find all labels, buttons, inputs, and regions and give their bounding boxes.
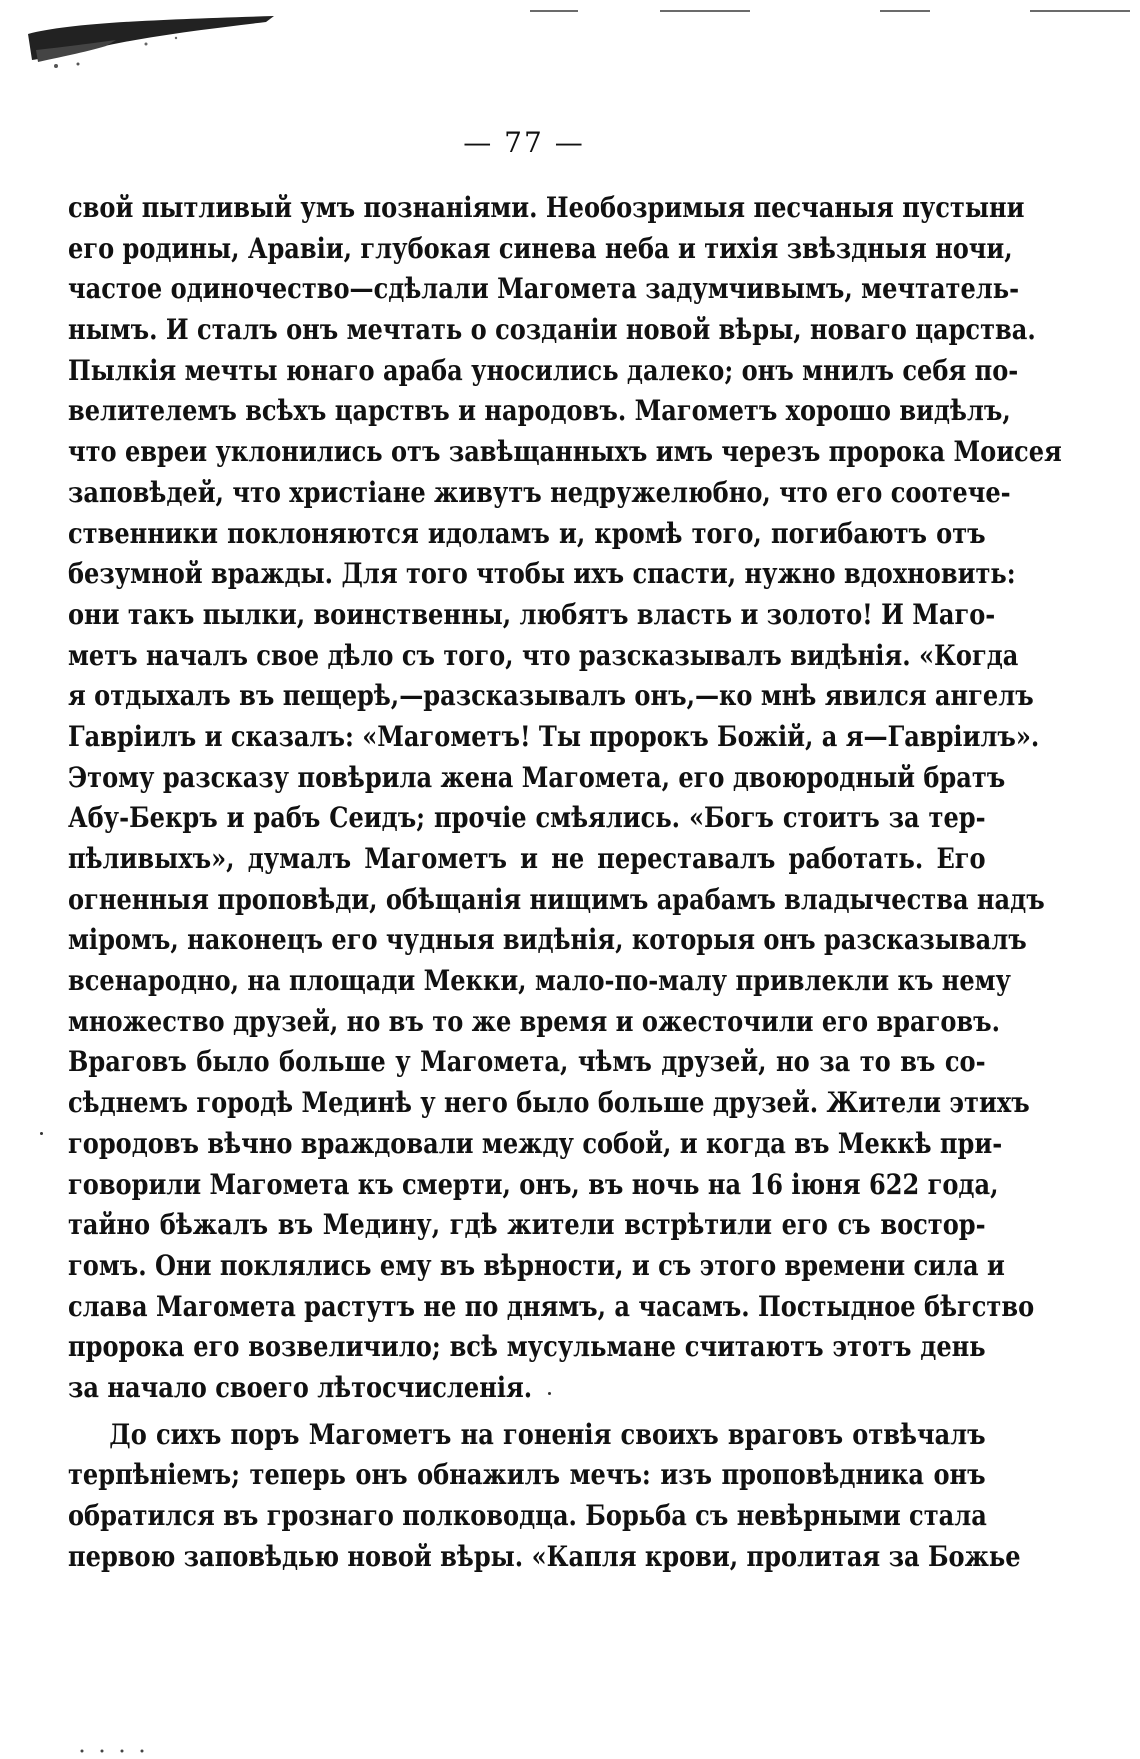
text-line: Гавріилъ и сказалъ: «Магометъ! Ты пророкъ Божій, а я—Гавріилъ». [68,719,1040,753]
top-edge-rule [660,10,750,12]
text-line: пророка его возвеличило; всѣ мусульмане считаютъ этотъ день [68,1330,986,1364]
text-line: гомъ. Они поклялись ему въ вѣрности, и съ этого времени сила и [68,1248,1005,1282]
text-line: они такъ пылки, воинственны, любятъ власть и золото! И Маго- [68,597,996,631]
text-line: міромъ, наконецъ его чудныя видѣнія, которыя онъ разсказывалъ [68,923,1027,957]
text-line: всенародно, на площади Мекки, мало-по-малу привлекли къ нему [68,964,1011,998]
text-line: метъ началъ свое дѣло съ того, что разсказывалъ видѣнія. «Когда [68,638,1019,672]
text-line: первою заповѣдью новой вѣры. «Капля крови, пролитая за Божье [68,1539,1021,1573]
margin-speck [548,1392,551,1395]
text-line: множество друзей, но въ то же время и ожесточили его враговъ. [68,1004,1001,1038]
text-line: заповѣдей, что христіане живутъ недружелюбно, что его соотече- [68,475,1011,509]
paragraph [68,188,1062,1409]
top-edge-rule [880,10,930,12]
text-line: Этому разсказу повѣрила жена Магомета, его двоюродный братъ [68,760,1006,794]
text-line: нымъ. И сталъ онъ мечтать о созданіи новой вѣры, новаго царства. [68,313,1036,347]
text-line: Абу-Бекръ и рабъ Сеидъ; прочіе смѣялись. «Богъ стоитъ за тер- [68,801,986,835]
text-line: его родины, Аравіи, глубокая синева неба и тихія звѣздныя ночи, [68,231,1013,265]
text-line: за начало своего лѣтосчисленія. [68,1370,533,1404]
text-line: слава Магомета растутъ не по днямъ, а часамъ. Постыдное бѣгство [68,1289,1035,1323]
text-line: пѣливыхъ», думалъ Магометъ и не переставалъ работать. Его [68,842,986,875]
text-line: ственники поклоняются идоламъ и, кромѣ того, погибаютъ отъ [68,516,986,550]
text-line: частое одиночество—сдѣлали Магомета задумчивымъ, мечтатель- [68,272,1020,306]
margin-speck [40,1132,43,1135]
text-line: я отдыхалъ въ пещерѣ,—разсказывалъ онъ,—ко мнѣ явился ангелъ [68,679,1034,713]
text-line: безумной вражды. Для того чтобы ихъ спасти, нужно вдохновить: [68,557,1016,591]
text-line: сѣднемъ городѣ Мединѣ у него было больше друзей. Жители этихъ [68,1086,1030,1120]
top-edge-rule [530,10,578,12]
text-line: городовъ вѣчно враждовали между собой, и когда въ Меккѣ при- [68,1126,1003,1160]
text-line: говорили Магомета къ смерти, онъ, въ ночь на 16 іюня 622 года, [68,1167,999,1201]
body-text [68,188,1062,1577]
text-line: Враговъ было больше у Магомета, чѣмъ друзей, но за то въ со- [68,1045,986,1079]
text-line: Пылкія мечты юнаго араба уносились далеко; онъ мнилъ себя по- [68,353,1019,387]
scan-footer-marks [78,1748,168,1754]
text-line: терпѣніемъ; теперь онъ обнажилъ мечъ: изъ проповѣдника онъ [68,1458,986,1492]
text-line: обратился въ грознаго полководца. Борьба съ невѣрными стала [68,1499,987,1532]
text-line: что евреи уклонились отъ завѣщанныхъ имъ черезъ пророка Моисея [68,435,1062,469]
top-edge-rule [1030,10,1130,12]
text-line: свой пытливый умъ познаніями. Необозримыя песчаныя пустыни [68,191,1025,224]
text-line: велителемъ всѣхъ царствъ и народовъ. Магометъ хорошо видѣлъ, [68,394,1011,428]
scan-smudge-mark [26,14,276,70]
paragraph [68,1415,1021,1578]
text-line: До сихъ поръ Магометъ на гоненія своихъ враговъ отвѣчалъ [109,1417,986,1451]
text-line: тайно бѣжалъ въ Медину, гдѣ жители встрѣтили его съ востор- [68,1208,986,1242]
text-line: огненныя проповѣди, обѣщанія нищимъ арабамъ владычества надъ [68,882,1045,916]
page-number: — 77 — [463,126,585,159]
